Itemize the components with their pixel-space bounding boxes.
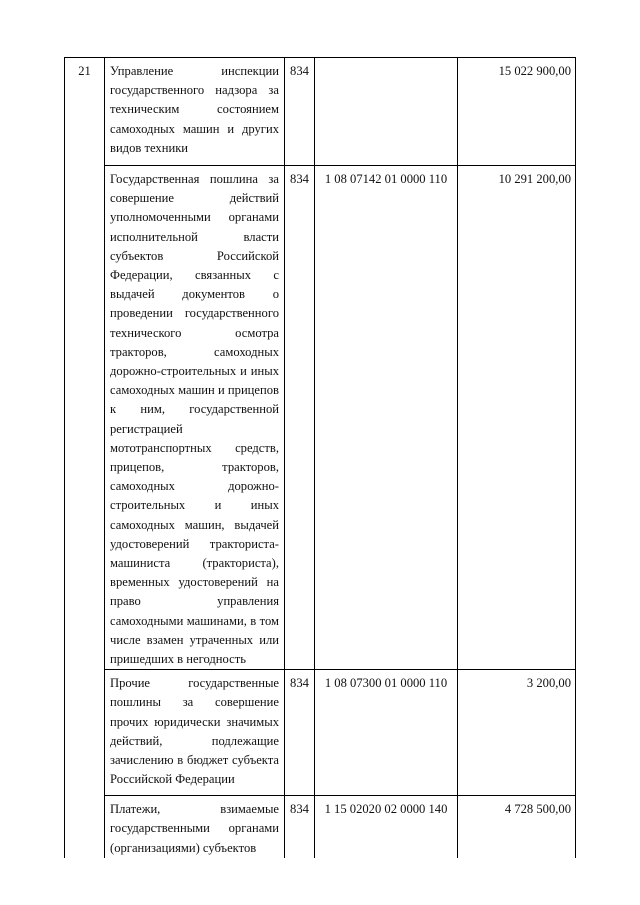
row-name-text: Платежи, взимаемые государственными органами (организациями) субъектов	[110, 802, 279, 855]
kbk-code	[315, 58, 458, 166]
table-row	[65, 796, 576, 858]
row-name	[105, 166, 285, 670]
amount: 15 022 900,00	[458, 58, 576, 166]
kbk-code: 1 08 07142 01 0000 110	[315, 166, 458, 670]
row-number	[65, 166, 105, 670]
admin-code: 834	[285, 58, 315, 166]
row-name-text: Государственная пошлина за совершение действий уполномоченными органами исполнительной власти субъектов Российской Федерации, связанных с выдачей документов о проведении государственного технического осмотра тракторов, самоходных дорожно-строительных и иных самоходных машин и прицепов к ним, государственной регистрацией мототранспортных средств, прицепов, тракторов, самоходных дорожно-строительных и иных самоходных машин, выдачей удостоверений тракториста-машиниста (тракториста), временных удостоверений на право управления самоходными машинами, в том числе взамен утраченных или пришедших в негодность	[110, 172, 279, 667]
budget-table	[64, 57, 576, 858]
table-row	[65, 58, 576, 166]
kbk-code: 1 15 02020 02 0000 140	[315, 796, 458, 858]
table-row	[65, 166, 576, 670]
row-name	[105, 796, 285, 858]
row-number: 21	[65, 58, 105, 166]
kbk-code: 1 08 07300 01 0000 110	[315, 670, 458, 796]
row-name-text: Управление инспекции государственного надзора за техническим состоянием самоходных машин и других видов техники	[110, 64, 279, 155]
amount: 4 728 500,00	[458, 796, 576, 858]
admin-code: 834	[285, 670, 315, 796]
row-name	[105, 670, 285, 796]
row-number	[65, 796, 105, 858]
admin-code: 834	[285, 796, 315, 858]
row-number	[65, 670, 105, 796]
amount: 3 200,00	[458, 670, 576, 796]
table-row	[65, 670, 576, 796]
row-name	[105, 58, 285, 166]
amount: 10 291 200,00	[458, 166, 576, 670]
row-name-text: Прочие государственные пошлины за совершение прочих юридически значимых действий, подлежащие зачислению в бюджет субъекта Российской Федерации	[110, 676, 279, 787]
admin-code: 834	[285, 166, 315, 670]
